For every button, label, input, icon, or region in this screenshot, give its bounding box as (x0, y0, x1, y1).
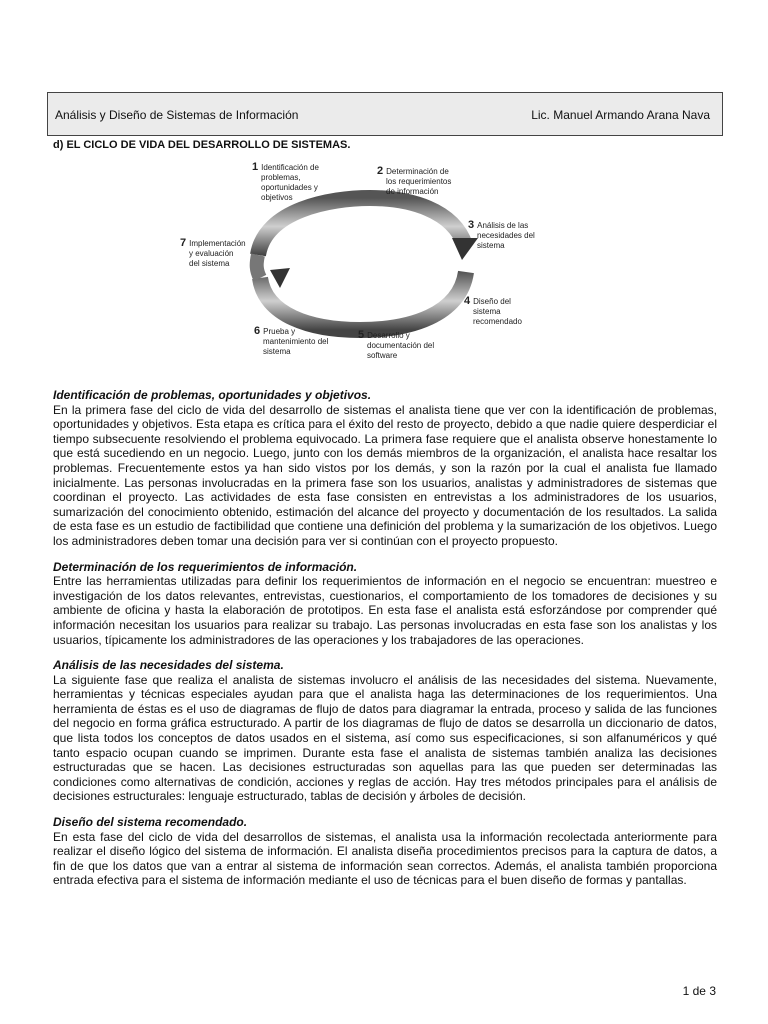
section-heading: Determinación de los requerimientos de información. (53, 559, 358, 574)
section-heading: Análisis de las necesidades del sistema. (53, 658, 284, 673)
section-identificacion (53, 388, 717, 549)
step-5-label: 5 Desarrollo y documentación del software (358, 329, 435, 360)
page-header (47, 92, 723, 136)
section-determinacion (53, 560, 717, 648)
section-paragraph: En la primera fase del ciclo de vida del desarrollo de sistemas el analista tiene que ver con la identificación de problemas, oportunidades y objetivos. Esta etapa es crítica para el éxito del resto de proyecto, debido a que nadie quiere desperdiciar el tiempo subsecuente resolviendo el problema equivocado. La primera fase requiere que el analista observe honestamente lo que está sucediendo en un negocio. Luego, junto con los demás miembros de la organización, el analista hace resaltar los problemas. Frecuentemente estos ya han sido vistos por los demás, y son la razón por la cual el analista fue llamado inicialmente. Las personas involucradas en la primera fase son los usuarios, analistas y administradores de sistemas que coordinan el proyecto. Las actividades de esta fase consisten en entrevistas a los administradores de los usuarios, sumarización del conocimiento obtenido, estimación del alcance del proyecto y documentación de los resultados. La salida de esta fase es un estudio de factibilidad que contiene una definición del problema y la sumarización de los objetivos. Luego los administradores deben tomar una decisión para ver si continúan con el proyecto propuesto. (53, 402, 717, 548)
section-paragraph: La siguiente fase que realiza el analista de sistemas involucro el análisis de las necesidades del sistema. Nuevamente, herramientas y técnicas especiales ayudan para que el analista haga las determinaciones de los requerimientos. Una herramienta de éstas es el uso de diagramas de flujo de datos para diagramar la entrada, proceso y salida de las funciones del negocio en forma gráfica estructurado. A partir de los diagramas de flujo de datos se desarrolla un diccionario de datos, que lista todos los conceptos de datos usados en el sistema, así como sus especificaciones, si son alfanuméricos y qué tanto espacio ocupan cuando se imprimen. Durante esta fase el analista de sistemas también analiza las decisiones estructuradas que se hacen. Las decisiones estructuradas son aquellas para las que pueden ser determinadas las condiciones como alternativas de condición, acciones y reglas de acción. Hay tres métodos principales para el análisis de decisiones estructurales: lenguaje estructurado, tablas de decisión y árboles de decisión. (53, 672, 717, 804)
course-title: Análisis y Diseño de Sistemas de Información (55, 108, 299, 122)
step-4-label: 4 Diseño del sistema recomendado (464, 295, 522, 326)
life-cycle-diagram (170, 160, 550, 370)
top-arc (258, 198, 465, 255)
section-analisis (53, 658, 717, 804)
section-paragraph: En esta fase del ciclo de vida del desarrollos de sistemas, el analista usa la información recolectada anteriormente para realizar el diseño lógico del sistema de información. El analista diseña procedimientos precisos para la captura de datos, a fin de que los datos que van a entrar al sistema de información sean correctos. Además, el analista también proporciona entrada efectiva para el sistema de información mediante el uso de técnicas para el buen diseño de formas y pantallas. (53, 829, 717, 888)
section-heading: Identificación de problemas, oportunidades y objetivos. (53, 388, 372, 402)
bottom-arc (260, 272, 466, 330)
author-name: Lic. Manuel Armando Arana Nava (531, 108, 710, 122)
step-2-label: 2 Determinación de los requerimientos de información (377, 165, 452, 196)
step-3-label: 3 Análisis de las necesidades del sistema (468, 219, 535, 250)
document-body (53, 388, 717, 899)
step-1-label: 1 Identificación de problemas, oportunidades y objetivos (252, 161, 319, 202)
step-7-label: 7 Implementación y evaluación del sistema (180, 237, 246, 268)
left-join (257, 255, 260, 278)
page-number: 1 de 3 (682, 984, 716, 998)
section-heading: Diseño del sistema recomendado. (53, 815, 248, 830)
section-title: d) EL CICLO DE VIDA DEL DESARROLLO DE SISTEMAS. (53, 139, 351, 151)
step-6-label: 6 Prueba y mantenimiento del sistema (254, 325, 329, 356)
arrow-head-left (270, 268, 290, 288)
section-paragraph: Entre las herramientas utilizadas para definir los requerimientos de información en el negocio se encuentran: muestreo e investigación de los datos relevantes, entrevistas, cuestionarios, el comportamiento de los tomadores de decisiones y su ambiente de oficina y hasta la elaboración de prototipos. En esta fase el analista está esforzándose por comprender qué información necesitan los usuarios para realizar su trabajo. Las personas involucradas en esta fase son los analistas y los usuarios, típicamente los administradores de las operaciones y los trabajadores de las operaciones. (53, 574, 717, 647)
section-diseno (53, 815, 717, 888)
